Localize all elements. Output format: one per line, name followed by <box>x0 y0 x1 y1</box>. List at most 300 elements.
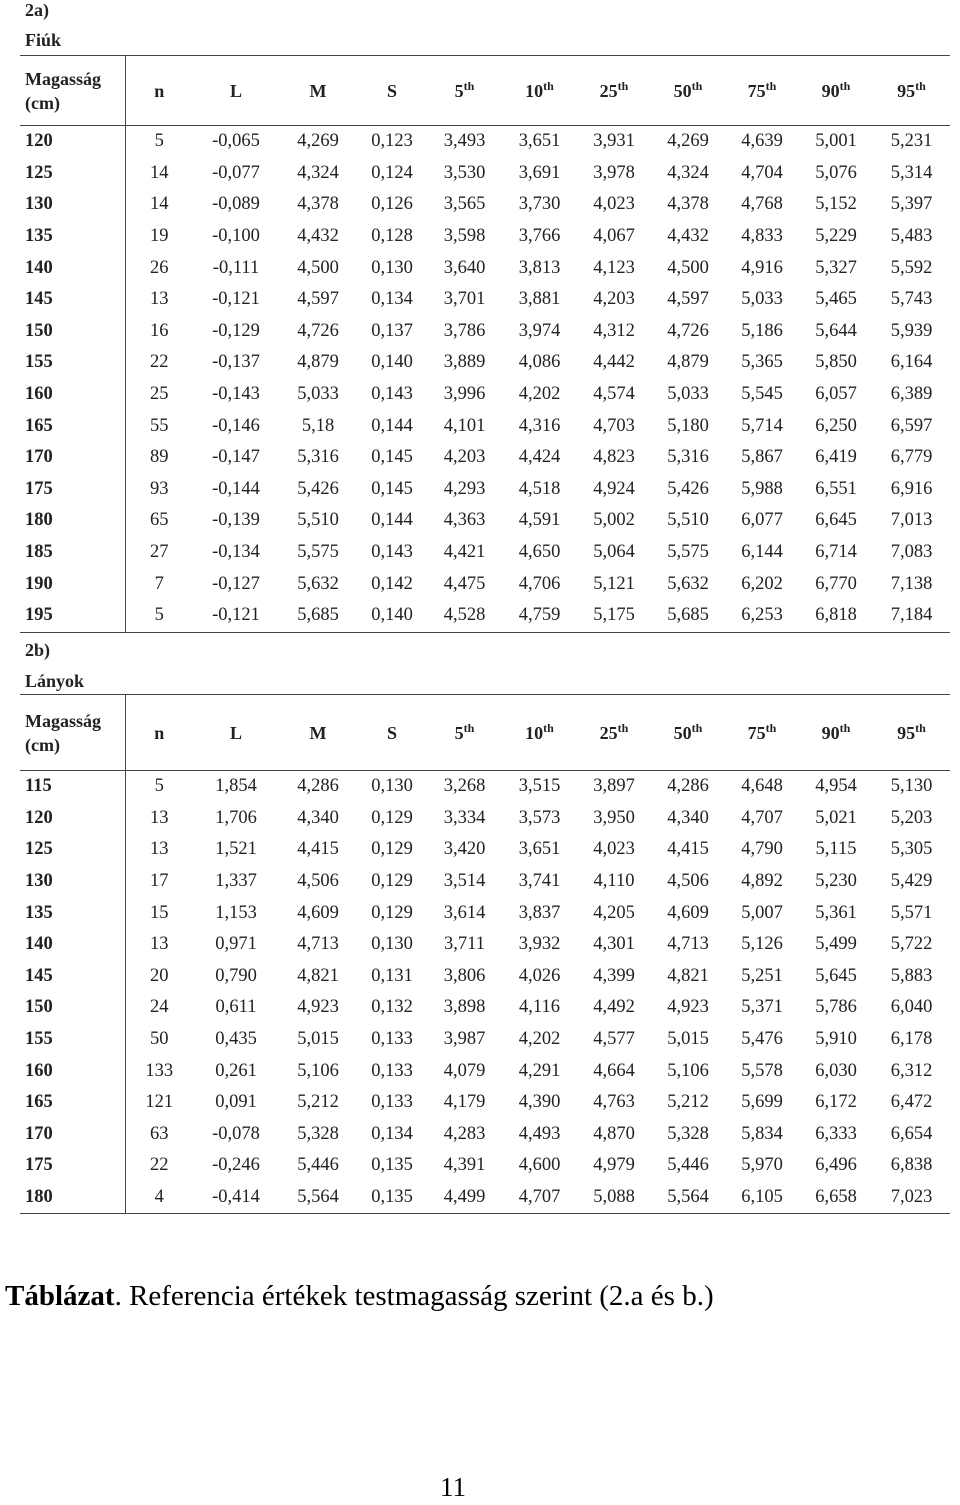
value-cell: 3,651 <box>518 131 561 152</box>
value-cell: 3,691 <box>518 162 561 183</box>
value-cell: 0,135 <box>357 1182 427 1214</box>
value-cell: 14 <box>150 162 169 183</box>
table-boys <box>20 55 950 633</box>
table-row <box>20 866 950 898</box>
value-cell: 0,145 <box>371 478 413 499</box>
value-cell: 5,939 <box>890 320 933 341</box>
value-cell: 0,137 <box>371 320 413 341</box>
value-cell: 5,251 <box>741 965 783 986</box>
value-cell: 6,389 <box>890 384 933 405</box>
height-column-header: Magasság (cm) <box>20 695 125 771</box>
value-cell: 6,496 <box>815 1155 857 1176</box>
value-cell: 3,978 <box>593 162 635 183</box>
height-cell: 175 <box>20 474 125 506</box>
value-cell: 5,575 <box>667 542 709 563</box>
value-cell: 6,838 <box>890 1155 933 1176</box>
value-cell: 4,916 <box>741 257 783 278</box>
value-cell: 4,954 <box>815 776 857 797</box>
value-cell: 3,515 <box>518 776 561 797</box>
height-cell: 150 <box>20 992 125 1024</box>
value-cell: 0,128 <box>371 226 413 247</box>
height-cell: 150 <box>20 316 125 348</box>
value-cell: 0,134 <box>371 289 413 310</box>
value-cell: 4,442 <box>593 352 635 373</box>
value-cell: 4 <box>125 1182 193 1214</box>
value-cell: 5,371 <box>741 997 783 1018</box>
value-cell: 1,153 <box>215 902 257 923</box>
value-cell: 7,138 <box>890 573 933 594</box>
value-cell: 14 <box>150 194 169 215</box>
value-cell: 4,500 <box>667 257 709 278</box>
value-cell: 0,435 <box>215 1029 257 1050</box>
value-cell: 4,123 <box>593 257 635 278</box>
column-header-s: S <box>386 722 397 743</box>
height-cell: 115 <box>20 771 125 803</box>
table-row <box>20 600 950 632</box>
value-cell: 5,564 <box>279 1182 357 1214</box>
value-cell: 4,316 <box>518 415 561 436</box>
value-cell: 4,079 <box>443 1060 486 1081</box>
column-header-p5: 5th <box>454 78 475 101</box>
value-cell: 50 <box>150 1029 169 1050</box>
column-header-p75: 75th <box>747 720 777 743</box>
value-cell: -0,139 <box>212 510 260 531</box>
value-cell: 4,600 <box>518 1155 561 1176</box>
value-cell: 5 <box>125 600 193 632</box>
column-header-l: L <box>229 722 242 743</box>
value-cell: 4,399 <box>593 965 635 986</box>
value-cell: 5,316 <box>297 447 339 468</box>
value-cell: -0,121 <box>212 289 260 310</box>
column-header-n: n <box>154 80 165 101</box>
value-cell: 3,334 <box>443 807 486 828</box>
value-cell: 5,429 <box>890 871 933 892</box>
value-cell: 4,202 <box>518 1029 561 1050</box>
table-row <box>20 1024 950 1056</box>
value-cell: -0,127 <box>212 573 260 594</box>
value-cell: 6,333 <box>815 1123 857 1144</box>
height-cell: 120 <box>20 126 125 158</box>
table-row <box>20 442 950 474</box>
value-cell: 0,140 <box>371 352 413 373</box>
value-cell: 6,654 <box>890 1123 933 1144</box>
value-cell: -0,078 <box>212 1123 260 1144</box>
value-cell: 13 <box>150 289 169 310</box>
value-cell: 5,186 <box>741 320 783 341</box>
value-cell: -0,111 <box>212 257 260 278</box>
value-cell: 3,889 <box>443 352 486 373</box>
value-cell: 0,133 <box>371 1092 413 1113</box>
value-cell: 3,530 <box>443 162 486 183</box>
value-cell: -0,147 <box>212 447 260 468</box>
height-cell: 120 <box>20 803 125 835</box>
value-cell: 4,713 <box>667 934 709 955</box>
value-cell: 4,324 <box>297 162 339 183</box>
table-row <box>20 474 950 506</box>
value-cell: 5,106 <box>667 1060 709 1081</box>
height-cell: 195 <box>20 600 125 632</box>
value-cell: 5,212 <box>667 1092 709 1113</box>
value-cell: 4,499 <box>427 1182 502 1214</box>
height-cell: 135 <box>20 897 125 929</box>
value-cell: -0,129 <box>212 320 260 341</box>
height-cell: 160 <box>20 1055 125 1087</box>
value-cell: 4,650 <box>518 542 561 563</box>
value-cell: 5,064 <box>593 542 635 563</box>
column-header-p95: 95th <box>897 720 926 743</box>
value-cell: 3,493 <box>443 131 486 152</box>
value-cell: 4,707 <box>502 1182 577 1214</box>
height-cell: 145 <box>20 284 125 316</box>
value-cell: 0,129 <box>371 839 413 860</box>
value-cell: 3,701 <box>443 289 486 310</box>
value-cell: 5,076 <box>815 162 857 183</box>
table-row <box>20 1055 950 1087</box>
value-cell: 6,419 <box>815 447 857 468</box>
value-cell: 5,015 <box>297 1029 339 1050</box>
value-cell: 4,609 <box>297 902 339 923</box>
value-cell: 7 <box>154 573 164 594</box>
value-cell: 4,664 <box>593 1060 635 1081</box>
value-cell: 0,130 <box>371 257 413 278</box>
value-cell: 4,979 <box>593 1155 635 1176</box>
value-cell: 5,446 <box>297 1155 339 1176</box>
value-cell: 4,363 <box>443 510 486 531</box>
value-cell: 5,316 <box>667 447 709 468</box>
value-cell: 4,639 <box>741 131 783 152</box>
value-cell: 13 <box>150 839 169 860</box>
value-cell: 6,250 <box>815 415 857 436</box>
table-row <box>20 221 950 253</box>
height-cell: 125 <box>20 158 125 190</box>
value-cell: 5,685 <box>651 600 725 632</box>
value-cell: 22 <box>150 1155 169 1176</box>
value-cell: 5,545 <box>741 384 783 405</box>
value-cell: 6,144 <box>741 542 783 563</box>
value-cell: 13 <box>150 934 169 955</box>
value-cell: 5,18 <box>301 415 335 436</box>
value-cell: 15 <box>150 902 169 923</box>
value-cell: 6,645 <box>815 510 857 531</box>
column-header-m: M <box>309 80 327 101</box>
value-cell: 5,867 <box>741 447 783 468</box>
value-cell: 5,446 <box>667 1155 709 1176</box>
value-cell: 4,577 <box>593 1029 635 1050</box>
value-cell: 5,115 <box>815 839 857 860</box>
height-cell: 135 <box>20 221 125 253</box>
value-cell: 3,730 <box>518 194 561 215</box>
value-cell: 4,283 <box>443 1123 486 1144</box>
value-cell: 5,088 <box>577 1182 651 1214</box>
value-cell: 133 <box>145 1060 174 1081</box>
value-cell: 4,293 <box>443 478 486 499</box>
value-cell: -0,146 <box>212 415 260 436</box>
value-cell: 63 <box>150 1123 169 1144</box>
value-cell: 26 <box>150 257 169 278</box>
value-cell: -0,134 <box>212 542 260 563</box>
value-cell: 7,184 <box>873 600 950 632</box>
table-row <box>20 537 950 569</box>
table-girls <box>20 694 950 1214</box>
value-cell: 5,126 <box>741 934 783 955</box>
column-header-m: M <box>309 722 327 743</box>
value-cell: -0,121 <box>193 600 279 632</box>
value-cell: 4,415 <box>297 839 339 860</box>
section-b-label: 2b) <box>25 640 51 660</box>
value-cell: 0,790 <box>215 965 257 986</box>
value-cell: 0,123 <box>371 131 413 152</box>
table-row <box>20 505 950 537</box>
table-row <box>20 834 950 866</box>
value-cell: 4,506 <box>297 871 339 892</box>
table-header-row <box>20 695 950 771</box>
table-row <box>20 929 950 961</box>
value-cell: 6,040 <box>890 997 933 1018</box>
value-cell: 0,144 <box>371 510 413 531</box>
value-cell: 3,932 <box>518 934 561 955</box>
value-cell: 5,499 <box>815 934 857 955</box>
value-cell: 3,565 <box>443 194 486 215</box>
value-cell: 4,286 <box>667 776 709 797</box>
value-cell: -0,137 <box>212 352 260 373</box>
value-cell: 4,415 <box>667 839 709 860</box>
table-row <box>20 897 950 929</box>
value-cell: 3,766 <box>518 226 561 247</box>
value-cell: 4,790 <box>741 839 783 860</box>
value-cell: 4,378 <box>297 194 339 215</box>
value-cell: 5,786 <box>815 997 857 1018</box>
value-cell: 0,261 <box>215 1060 257 1081</box>
value-cell: 4,713 <box>297 934 339 955</box>
value-cell: 5,361 <box>815 902 857 923</box>
value-cell: 5,021 <box>815 807 857 828</box>
value-cell: 4,823 <box>593 447 635 468</box>
column-header-p10: 10th <box>525 78 554 101</box>
height-cell: 175 <box>20 1150 125 1182</box>
value-cell: 5,575 <box>297 542 339 563</box>
value-cell: 5,578 <box>741 1060 783 1081</box>
height-cell: 165 <box>20 410 125 442</box>
value-cell: 4,726 <box>667 320 709 341</box>
value-cell: 5,033 <box>667 384 709 405</box>
value-cell: 4,378 <box>667 194 709 215</box>
height-cell: 185 <box>20 537 125 569</box>
value-cell: 5,180 <box>667 415 709 436</box>
height-cell: 125 <box>20 834 125 866</box>
value-cell: 5,175 <box>577 600 651 632</box>
value-cell: 4,324 <box>667 162 709 183</box>
value-cell: 4,421 <box>443 542 486 563</box>
value-cell: 20 <box>150 965 169 986</box>
value-cell: 19 <box>150 226 169 247</box>
value-cell: 5,365 <box>741 352 783 373</box>
table-row <box>20 992 950 1024</box>
table-row <box>20 771 950 803</box>
caption-text: . Referencia értékek testmagasság szerint (2.a és b.) <box>114 1280 714 1312</box>
value-cell: 5,476 <box>741 1029 783 1050</box>
height-column-header: Magasság (cm) <box>20 56 125 126</box>
value-cell: 4,833 <box>741 226 783 247</box>
value-cell: 4,390 <box>518 1092 561 1113</box>
value-cell: -0,246 <box>212 1155 260 1176</box>
value-cell: 0,091 <box>215 1092 257 1113</box>
table-row <box>20 189 950 221</box>
column-header-n: n <box>154 722 165 743</box>
height-cell: 145 <box>20 961 125 993</box>
value-cell: 1,521 <box>215 839 257 860</box>
value-cell: 4,202 <box>518 384 561 405</box>
value-cell: 4,205 <box>593 902 635 923</box>
value-cell: 121 <box>145 1092 174 1113</box>
value-cell: 13 <box>150 807 169 828</box>
value-cell: 0,126 <box>371 194 413 215</box>
value-cell: 6,164 <box>890 352 933 373</box>
table-row <box>20 1087 950 1119</box>
table-row <box>20 568 950 600</box>
value-cell: 4,892 <box>741 871 783 892</box>
value-cell: 4,116 <box>519 997 560 1018</box>
value-cell: 5,564 <box>651 1182 725 1214</box>
table-row <box>20 347 950 379</box>
value-cell: -0,065 <box>212 131 260 152</box>
table-row <box>20 379 950 411</box>
value-cell: 6,472 <box>890 1092 933 1113</box>
value-cell: 3,950 <box>593 807 635 828</box>
value-cell: 65 <box>150 510 169 531</box>
value-cell: 7,083 <box>890 542 933 563</box>
height-cell: 180 <box>20 1182 125 1214</box>
page-number: 11 <box>440 1472 466 1502</box>
value-cell: 6,077 <box>741 510 783 531</box>
value-cell: 6,551 <box>815 478 857 499</box>
table-row <box>20 803 950 835</box>
value-cell: 3,987 <box>443 1029 486 1050</box>
value-cell: 5,645 <box>815 965 857 986</box>
value-cell: 1,854 <box>215 776 257 797</box>
value-cell: 3,514 <box>443 871 486 892</box>
value-cell: 0,144 <box>371 415 413 436</box>
value-cell: 6,253 <box>725 600 799 632</box>
value-cell: 5,970 <box>741 1155 783 1176</box>
value-cell: 6,818 <box>799 600 873 632</box>
table-row <box>20 158 950 190</box>
value-cell: 4,924 <box>593 478 635 499</box>
value-cell: 4,269 <box>297 131 339 152</box>
value-cell: 5,033 <box>297 384 339 405</box>
value-cell: 3,898 <box>443 997 486 1018</box>
value-cell: 4,518 <box>518 478 561 499</box>
value-cell: 4,506 <box>667 871 709 892</box>
value-cell: 6,057 <box>815 384 857 405</box>
value-cell: 4,870 <box>593 1123 635 1144</box>
value-cell: 5,510 <box>297 510 339 531</box>
column-header-p90: 90th <box>821 78 851 101</box>
value-cell: 5,230 <box>815 871 857 892</box>
value-cell: 4,923 <box>297 997 339 1018</box>
value-cell: 5,988 <box>741 478 783 499</box>
value-cell: 3,897 <box>593 776 635 797</box>
value-cell: 0,140 <box>357 600 427 632</box>
value-cell: 5,015 <box>667 1029 709 1050</box>
value-cell: 4,179 <box>443 1092 486 1113</box>
column-header-p50: 50th <box>673 78 703 101</box>
value-cell: 4,424 <box>518 447 561 468</box>
value-cell: 4,703 <box>593 415 635 436</box>
value-cell: 5,328 <box>297 1123 339 1144</box>
value-cell: 0,129 <box>371 902 413 923</box>
value-cell: 1,706 <box>215 807 257 828</box>
value-cell: 5,305 <box>890 839 933 860</box>
value-cell: 4,591 <box>518 510 561 531</box>
value-cell: 0,132 <box>371 997 413 1018</box>
value-cell: 5,426 <box>297 478 339 499</box>
column-header-l: L <box>229 80 242 101</box>
value-cell: 5,510 <box>667 510 709 531</box>
value-cell: 55 <box>150 415 169 436</box>
value-cell: 3,813 <box>518 257 561 278</box>
value-cell: 0,143 <box>371 384 413 405</box>
value-cell: 4,286 <box>297 776 339 797</box>
value-cell: 89 <box>150 447 169 468</box>
section-a-group-label: Fiúk <box>25 30 62 50</box>
table-row <box>20 1182 950 1214</box>
value-cell: 6,770 <box>815 573 857 594</box>
value-cell: 4,493 <box>518 1123 561 1144</box>
height-cell: 155 <box>20 1024 125 1056</box>
value-cell: 5,231 <box>890 131 933 152</box>
value-cell: -0,144 <box>212 478 260 499</box>
value-cell: 5,571 <box>890 902 933 923</box>
height-cell: 160 <box>20 379 125 411</box>
value-cell: 5,002 <box>593 510 635 531</box>
height-cell: 130 <box>20 189 125 221</box>
value-cell: 0,124 <box>371 162 413 183</box>
value-cell: 6,916 <box>890 478 933 499</box>
height-cell: 190 <box>20 568 125 600</box>
value-cell: 22 <box>150 352 169 373</box>
value-cell: -0,414 <box>193 1182 279 1214</box>
table-row <box>20 410 950 442</box>
value-cell: 25 <box>150 384 169 405</box>
table-row <box>20 126 950 158</box>
value-cell: 5,130 <box>890 776 933 797</box>
section-b-group-label: Lányok <box>25 671 85 691</box>
value-cell: 27 <box>150 542 169 563</box>
table-row <box>20 961 950 993</box>
value-cell: 4,879 <box>667 352 709 373</box>
value-cell: 4,500 <box>297 257 339 278</box>
value-cell: 4,759 <box>502 600 577 632</box>
value-cell: 4,067 <box>593 226 635 247</box>
value-cell: 3,420 <box>443 839 486 860</box>
value-cell: -0,100 <box>212 226 260 247</box>
value-cell: 24 <box>150 997 169 1018</box>
column-header-p10: 10th <box>525 720 554 743</box>
table-row <box>20 252 950 284</box>
height-cell: 155 <box>20 347 125 379</box>
value-cell: 5 <box>154 776 164 797</box>
value-cell: 5,203 <box>890 807 933 828</box>
column-header-p90: 90th <box>821 720 851 743</box>
value-cell: 5,714 <box>741 415 783 436</box>
value-cell: -0,143 <box>212 384 260 405</box>
value-cell: 6,202 <box>741 573 783 594</box>
value-cell: 0,611 <box>215 997 257 1018</box>
value-cell: 5,007 <box>741 902 783 923</box>
value-cell: 0,135 <box>371 1155 413 1176</box>
table-row <box>20 284 950 316</box>
value-cell: 5,328 <box>667 1123 709 1144</box>
